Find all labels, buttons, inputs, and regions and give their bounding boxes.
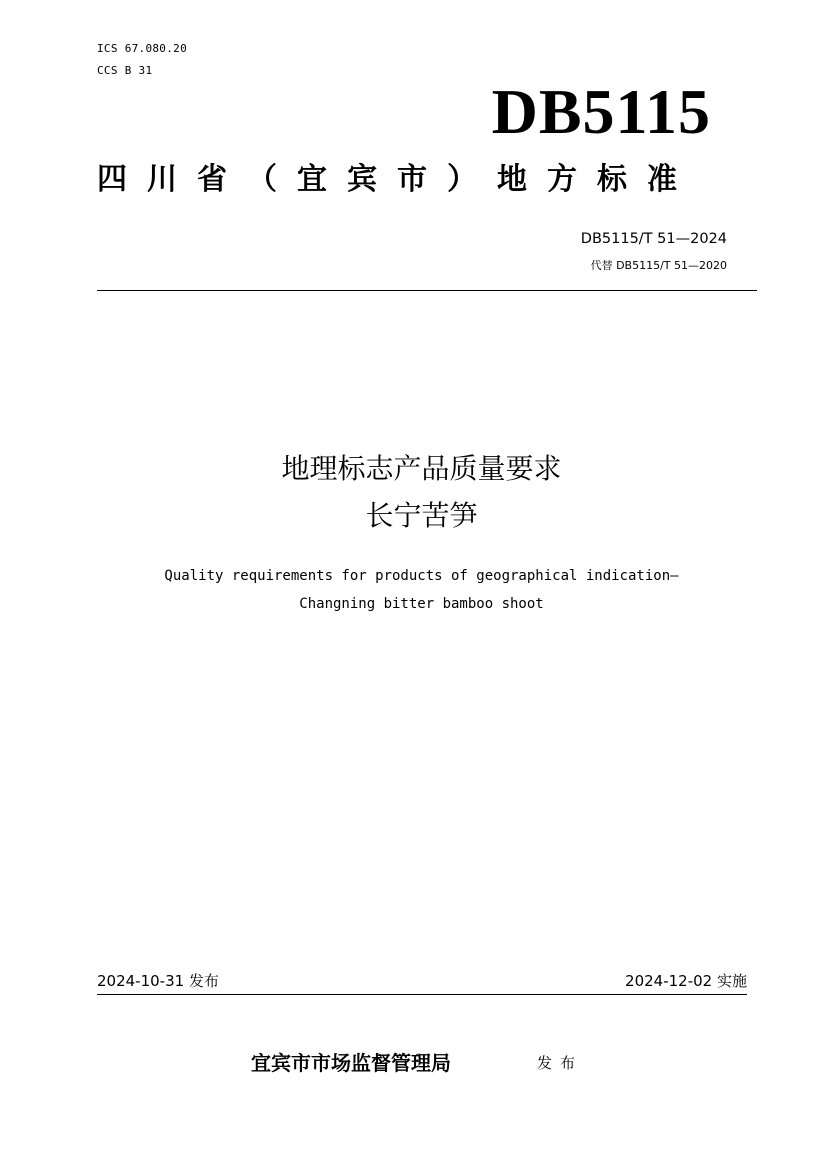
standard-code: DB5115 xyxy=(491,76,711,147)
document-subtitle-cn: 长宁苦笋 xyxy=(365,499,478,532)
standard-number: DB5115/T 51—2024 xyxy=(580,231,727,247)
footer-divider xyxy=(97,994,747,995)
implementation-date: 2024-12-02 实施 xyxy=(625,972,747,990)
document-subtitle-en: Changning bitter bamboo shoot xyxy=(299,596,544,612)
ccs-code: CCS B 31 xyxy=(97,64,153,77)
ics-code: ICS 67.080.20 xyxy=(97,42,187,55)
publisher-name: 宜宾市市场监督管理局 xyxy=(251,1051,451,1075)
publish-label: 发布 xyxy=(537,1054,584,1072)
issue-date: 2024-10-31 发布 xyxy=(97,972,219,990)
header-divider xyxy=(97,290,757,291)
standard-type-title: 四川省（宜宾市）地方标准 xyxy=(97,162,697,197)
document-title-cn: 地理标志产品质量要求 xyxy=(281,452,562,485)
document-title-en: Quality requirements for products of geographical indication— xyxy=(164,568,679,584)
replaced-standard: 代替 DB5115/T 51—2020 xyxy=(590,259,727,272)
